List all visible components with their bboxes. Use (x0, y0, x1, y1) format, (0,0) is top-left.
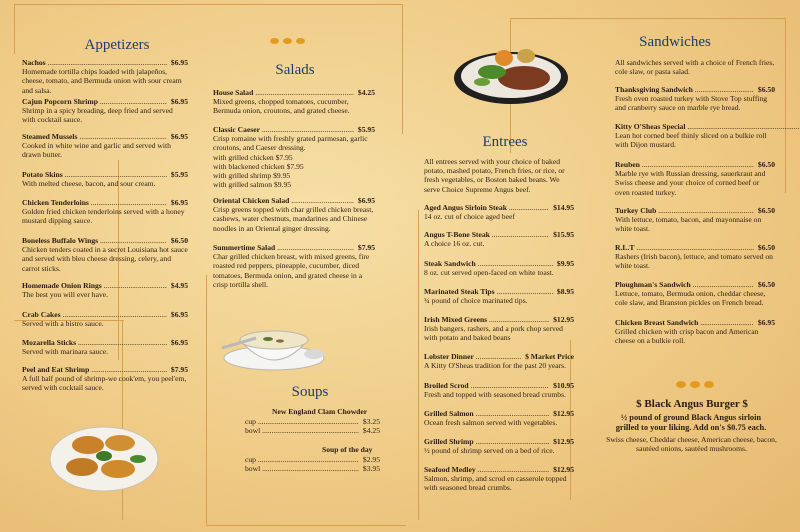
menu-item-name: Summertime Salad ..... (213, 243, 354, 252)
menu-item-description: Served with a bistro sauce. (22, 319, 104, 329)
appetizers-heading: Appetizers (84, 37, 150, 53)
menu-item-name: Boneless Buffalo Wings ..... (22, 236, 167, 245)
menu-item (22, 338, 188, 356)
menu-item-name: Lobster Dinner ..... (424, 352, 521, 361)
entrees-heading: Entrees (482, 134, 528, 150)
frame-line (14, 4, 402, 6)
menu-item-price: $15.95 (553, 230, 574, 239)
menu-item-price: $6.50 (757, 243, 775, 252)
menu-item-price: $6.50 (170, 236, 188, 245)
menu-item-description: ½ pound of shrimp served on a bed of rice. (424, 446, 555, 456)
menu-item-name: Marinated Steak Tips ..... (424, 287, 553, 296)
appetizer-plate-image (48, 423, 160, 493)
menu-item (424, 437, 574, 455)
menu-item-description: Salmon, shrimp, and scrod en casserole topped with seasoned bread crumbs. (424, 474, 567, 493)
menu-item (424, 381, 574, 399)
menu-item-name: Kitty O'Sheas Special ..... (615, 122, 800, 131)
menu-item-price: $7.95 (170, 365, 188, 374)
menu-item-description: 14 oz. cut of choice aged beef (424, 212, 515, 222)
soup-day-bowl-price: $3.95 (362, 464, 380, 473)
menu-item-price: $6.95 (170, 198, 188, 207)
menu-item-price: $12.95 (553, 315, 574, 324)
menu-item (424, 230, 574, 248)
menu-item-price: $5.95 (170, 170, 188, 179)
soups-heading: Soups (291, 384, 329, 400)
steak-plate-image (452, 44, 570, 106)
menu-item-option: with grilled chicken $7.95 (213, 152, 293, 162)
menu-item-price: $4.95 (170, 281, 188, 290)
frame-line (418, 210, 420, 520)
soup-day-bowl-row (245, 464, 380, 473)
menu-item-price: $12.95 (553, 409, 574, 418)
menu-item (22, 58, 188, 95)
menu-item (424, 259, 574, 277)
menu-item-description: Golden fried chicken tenderloins served with a honey mustard dipping sauce. (22, 207, 185, 226)
menu-item-description: Served with marinara sauce. (22, 347, 109, 357)
menu-item-name: Ploughman's Sandwich ..... (615, 280, 754, 289)
menu-item-name: Thanksgiving Sandwich ..... (615, 85, 754, 94)
menu-item-price: $6.50 (757, 206, 775, 215)
menu-item-price: $6.95 (170, 310, 188, 319)
menu-item-description: ¾ pound of choice marinated tips. (424, 296, 528, 306)
menu-item-option: with grilled salmon $9.95 (213, 180, 292, 190)
soup-day-cup-price: $2.95 (362, 455, 380, 464)
menu-item-price: $9.95 (556, 259, 574, 268)
menu-item-name: Chicken Breast Sandwich ..... (615, 318, 754, 327)
menu-item-name: Cajun Popcorn Shrimp ..... (22, 97, 167, 106)
frame-line (206, 525, 406, 527)
menu-item-price: $6.50 (757, 280, 775, 289)
burger-title: $ Black Angus Burger $ (636, 398, 748, 410)
menu-item-name: Turkey Club ..... (615, 206, 754, 215)
soup-of-day-title: Soup of the day (322, 445, 373, 454)
menu-item-description: A choice 16 oz. cut. (424, 239, 485, 249)
salads-heading: Salads (275, 62, 315, 78)
menu-item-name: Oriental Chicken Salad ..... (213, 196, 354, 205)
menu-item (615, 318, 775, 346)
menu-item-price: $6.95 (170, 58, 188, 67)
menu-item (615, 243, 775, 271)
menu-item-name: House Salad ..... (213, 88, 354, 97)
frame-line (402, 4, 404, 134)
menu-item (213, 196, 375, 233)
menu-item (615, 85, 775, 113)
menu-item (213, 88, 375, 116)
menu-item-description: Marble rye with Russian dressing, sauerkraut and Swiss cheese and your choice of corned beef or oven roasted turkey. (615, 169, 766, 197)
chowder-bowl-label: bowl ..... (245, 426, 359, 435)
menu-item (22, 281, 188, 299)
menu-item (424, 203, 574, 221)
menu-item-description: Grilled chicken with crisp bacon and American cheese on a bulkie roll. (615, 327, 759, 346)
menu-item-name: Mozarella Sticks ..... (22, 338, 167, 347)
menu-item-price: $5.95 (357, 125, 375, 134)
menu-item-name: Classic Caeser ..... (213, 125, 354, 134)
menu-item-price: $6.95 (170, 338, 188, 347)
menu-item (22, 170, 188, 188)
menu-item-name: Chicken Tenderloins ..... (22, 198, 167, 207)
menu-item (22, 97, 188, 125)
menu-item (615, 280, 775, 308)
burger-line1: ½ pound of ground Black Angus sirloin (620, 413, 762, 422)
entrees-intro: All entrees served with your choice of baked potato, mashed potato, French fries, or rice, or fresh vegetables, or Boston baked beans. We serve Choice Supreme Angus beef. (424, 157, 565, 194)
menu-item-description: Crisp greens topped with char grilled chicken breast, cashews, water chestnuts, mandarines and Chinese noodles in an Oriental ginger dressing. (213, 205, 374, 233)
menu-item-price: $6.50 (757, 160, 775, 169)
menu-item-description: A full half pound of shrimp-we cook'em, you peel'em, served with cocktail sauce. (22, 374, 187, 393)
menu-item-description: 8 oz. cut served open-faced on white toast. (424, 268, 554, 278)
menu-item-description: Lean hot corned beef thinly sliced on a bulkie roll with Dijon mustard. (615, 131, 767, 150)
menu-item-price: $10.95 (553, 381, 574, 390)
menu-item-name: Peel and Eat Shrimp ..... (22, 365, 167, 374)
menu-item-name: Seafood Medley ..... (424, 465, 549, 474)
menu-item (213, 125, 375, 189)
menu-item-description: With lettuce, tomato, bacon, and mayonnaise on white toast. (615, 215, 762, 234)
menu-item (615, 206, 775, 234)
menu-item-price: $6.95 (757, 318, 775, 327)
menu-item-name: Homemade Onion Rings ..... (22, 281, 167, 290)
frame-line (785, 18, 787, 193)
menu-item-description: Homemade tortilla chips loaded with jalapeños, cheese, tomato, and Bermuda onion with sour cream and salsa. (22, 67, 182, 95)
burger-line2: grilled to your liking. Add on's $0.75 each. (615, 423, 767, 432)
menu-item-price: $12.95 (553, 437, 574, 446)
menu-item-name: Broiled Scrod ..... (424, 381, 549, 390)
sandwiches-intro: All sandwiches served with a choice of French fries, cole slaw, or pasta salad. (615, 58, 775, 77)
menu-item-price: $7.95 (357, 243, 375, 252)
menu-item-name: Angus T-Bone Steak ..... (424, 230, 549, 239)
decorative-dots-icon (676, 381, 714, 388)
menu-item-price: $6.95 (357, 196, 375, 205)
menu-item-description: Fresh and topped with seasoned bread crumbs. (424, 390, 566, 400)
menu-item-name: Grilled Shrimp ..... (424, 437, 549, 446)
menu-item-name: Reuben ..... (615, 160, 754, 169)
soup-day-bowl-label: bowl ..... (245, 464, 359, 473)
chowder-cup-label: cup ..... (245, 417, 359, 426)
chowder-title: New England Clam Chowder (272, 407, 368, 416)
menu-item-description: Fresh oven roasted turkey with Stove Top stuffing and cranberry sauce on marble rye bread. (615, 94, 768, 113)
menu-item-description: Lettuce, tomato, Bermuda onion, cheddar cheese, cole slaw, and Branston pickles on French bread. (615, 289, 766, 308)
soup-bowl-image (218, 318, 330, 374)
menu-item-name: Steak Sandwich ..... (424, 259, 553, 268)
menu-item-name: Potato Skins ..... (22, 170, 167, 179)
menu-item (22, 236, 188, 273)
menu-item-option: with blackened chicken $7.95 (213, 161, 304, 171)
burger-addons: Swiss cheese, Cheddar cheese, American cheese, bacon, sautéed onions, sautéed mushrooms. (606, 435, 777, 454)
menu-item (424, 409, 574, 427)
menu-item-price: $ Market Price (525, 352, 574, 361)
decorative-dots-icon (270, 38, 305, 44)
frame-line (510, 18, 785, 20)
menu-item (424, 465, 574, 493)
menu-item (424, 315, 574, 343)
menu-item-price: $14.95 (553, 203, 574, 212)
menu-item-description: Rashers (Irish bacon), lettuce, and tomato served on white toast. (615, 252, 773, 271)
menu-item-price: $6.95 (170, 132, 188, 141)
menu-item-price: $6.95 (170, 97, 188, 106)
menu-item (424, 287, 574, 305)
menu-item-description: Cooked in white wine and garlic and served with drawn butter. (22, 141, 171, 160)
soup-day-cup-row (245, 455, 380, 464)
menu-item-price: $12.95 (553, 465, 574, 474)
menu-item-price: $6.50 (757, 85, 775, 94)
menu-item-name: Irish Mixed Greens ..... (424, 315, 549, 324)
menu-item-name: Steamed Mussels ..... (22, 132, 167, 141)
menu-item (615, 160, 775, 197)
menu-item-description: Irish bangers, rashers, and a pork chop served with potato and baked beans (424, 324, 563, 343)
menu-item-name: Nachos ..... (22, 58, 167, 67)
menu-item-name: Aged Angus Sirloin Steak ..... (424, 203, 549, 212)
menu-item-option: with grilled shrimp $9.95 (213, 171, 291, 181)
menu-item (424, 352, 574, 370)
menu-item (22, 365, 188, 393)
soup-day-cup-label: cup ..... (245, 455, 359, 464)
chowder-bowl-price: $4.25 (362, 426, 380, 435)
menu-item-price: $4.25 (357, 88, 375, 97)
menu-item-description: Crisp romaine with freshly grated parmesan, garlic croutons, and Caeser dressing. (213, 134, 368, 153)
menu-item (213, 243, 375, 289)
frame-line (206, 275, 208, 525)
menu-item-description: A Kitty O'Sheas tradition for the past 20 years. (424, 361, 567, 371)
chowder-bowl-row (245, 426, 380, 435)
menu-item-name: Grilled Salmon ..... (424, 409, 549, 418)
menu-item-description: With melted cheese, bacon, and sour cream. (22, 179, 156, 189)
menu-item-description: Chicken tenders coated in a secret Louisiana hot sauce and served with bleu cheese dressing, celery, and carrot sticks. (22, 245, 188, 273)
menu-item-description: Ocean fresh salmon served with vegetables. (424, 418, 558, 428)
menu-item (615, 122, 775, 150)
menu-item-price: $8.95 (556, 287, 574, 296)
menu-item-description: Char grilled chicken breast, with mixed greens, fire roasted red peppers, pineapple, cucumber, diced tomatoes, Bermuda onion, and grated cheese in a crisp tortilla shell. (213, 252, 370, 289)
chowder-cup-price: $3.25 (362, 417, 380, 426)
menu-item (22, 198, 188, 226)
menu-item-description: The best you will ever have. (22, 290, 109, 300)
menu-item-name: R.L.T ..... (615, 243, 754, 252)
chowder-cup-row (245, 417, 380, 426)
menu-item-name: Crab Cakes ..... (22, 310, 167, 319)
menu-item (22, 132, 188, 160)
menu-item-description: Mixed greens, chopped tomatoes, cucumber, Bermuda onion, croutons, and grated cheese. (213, 97, 350, 116)
frame-line (14, 4, 16, 54)
menu-item-description: Shrimp in a spicy breading, deep fried and served with cocktail sauce. (22, 106, 173, 125)
sandwiches-heading: Sandwiches (639, 34, 711, 50)
menu-item (22, 310, 188, 328)
